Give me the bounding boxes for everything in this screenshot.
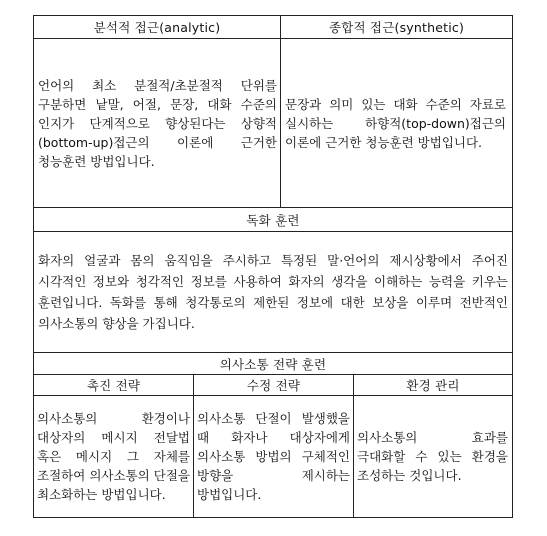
repair-strategy-cell [194,396,354,517]
approach-header-row [34,16,512,39]
environment-management-header: 환경 관리 [354,375,512,396]
facilitative-strategy-description: 의사소통의 환경이나 대상자의 메시지 전달법 혹은 메시지 그 자체를 조절하여 의사소통의 단절을 최소화하는 방법입니다. [37,411,190,502]
facilitative-strategy-cell [34,396,194,517]
training-methods-table [33,15,513,518]
environment-management-description: 의사소통의 효과를 극대화할 수 있는 환경을 조성하는 것입니다. [357,430,508,483]
repair-strategy-description: 의사소통 단절이 발생했을 때 화자나 대상자에게 의사소통 방법의 구체적인 방향을 제시하는 방법입니다. [197,411,350,502]
speechreading-description: 화자의 얼굴과 몸의 움직임을 주시하고 특정된 말·언어의 제시상황에서 주어진 시각적인 정보와 청각적인 정보를 사용하여 화자의 생각을 이해하는 능력을 키우는 훈련입니다. 독화를 통해 청각통로의 제한된 정보에 대한 보상을 이루며 전반적인 의사소통의 향상을 가집니다. [38,253,508,331]
analytic-description: 언어의 최소 분절적/초분절적 단위를 구분하면 낱말, 어절, 문장, 대화 수준의 인지가 단계적으로 향상된다는 상향적(bottom-up)접근의 이론에 근거한 청능훈련 방법입니다. [38,77,277,169]
speechreading-cell [34,232,512,353]
repair-strategy-header: 수정 전략 [194,375,354,396]
synthetic-header: 종합적 접근(synthetic) [281,16,512,39]
analytic-cell [34,39,281,207]
communication-strategy-header: 의사소통 전략 훈련 [34,353,512,375]
speechreading-header: 독화 훈련 [34,208,512,232]
environment-management-cell [354,396,512,517]
analytic-header: 분석적 접근(analytic) [34,16,281,39]
strategy-body-row [34,396,512,517]
facilitative-strategy-header: 촉진 전략 [34,375,194,396]
synthetic-cell [281,39,512,207]
strategy-subheader-row [34,375,512,396]
synthetic-description: 문장과 의미 있는 대화 수준의 자료로 실시하는 하향적(top-down)접근의 이론에 근거한 청능훈련 방법입니다. [285,96,506,150]
approach-body-row [34,39,512,208]
